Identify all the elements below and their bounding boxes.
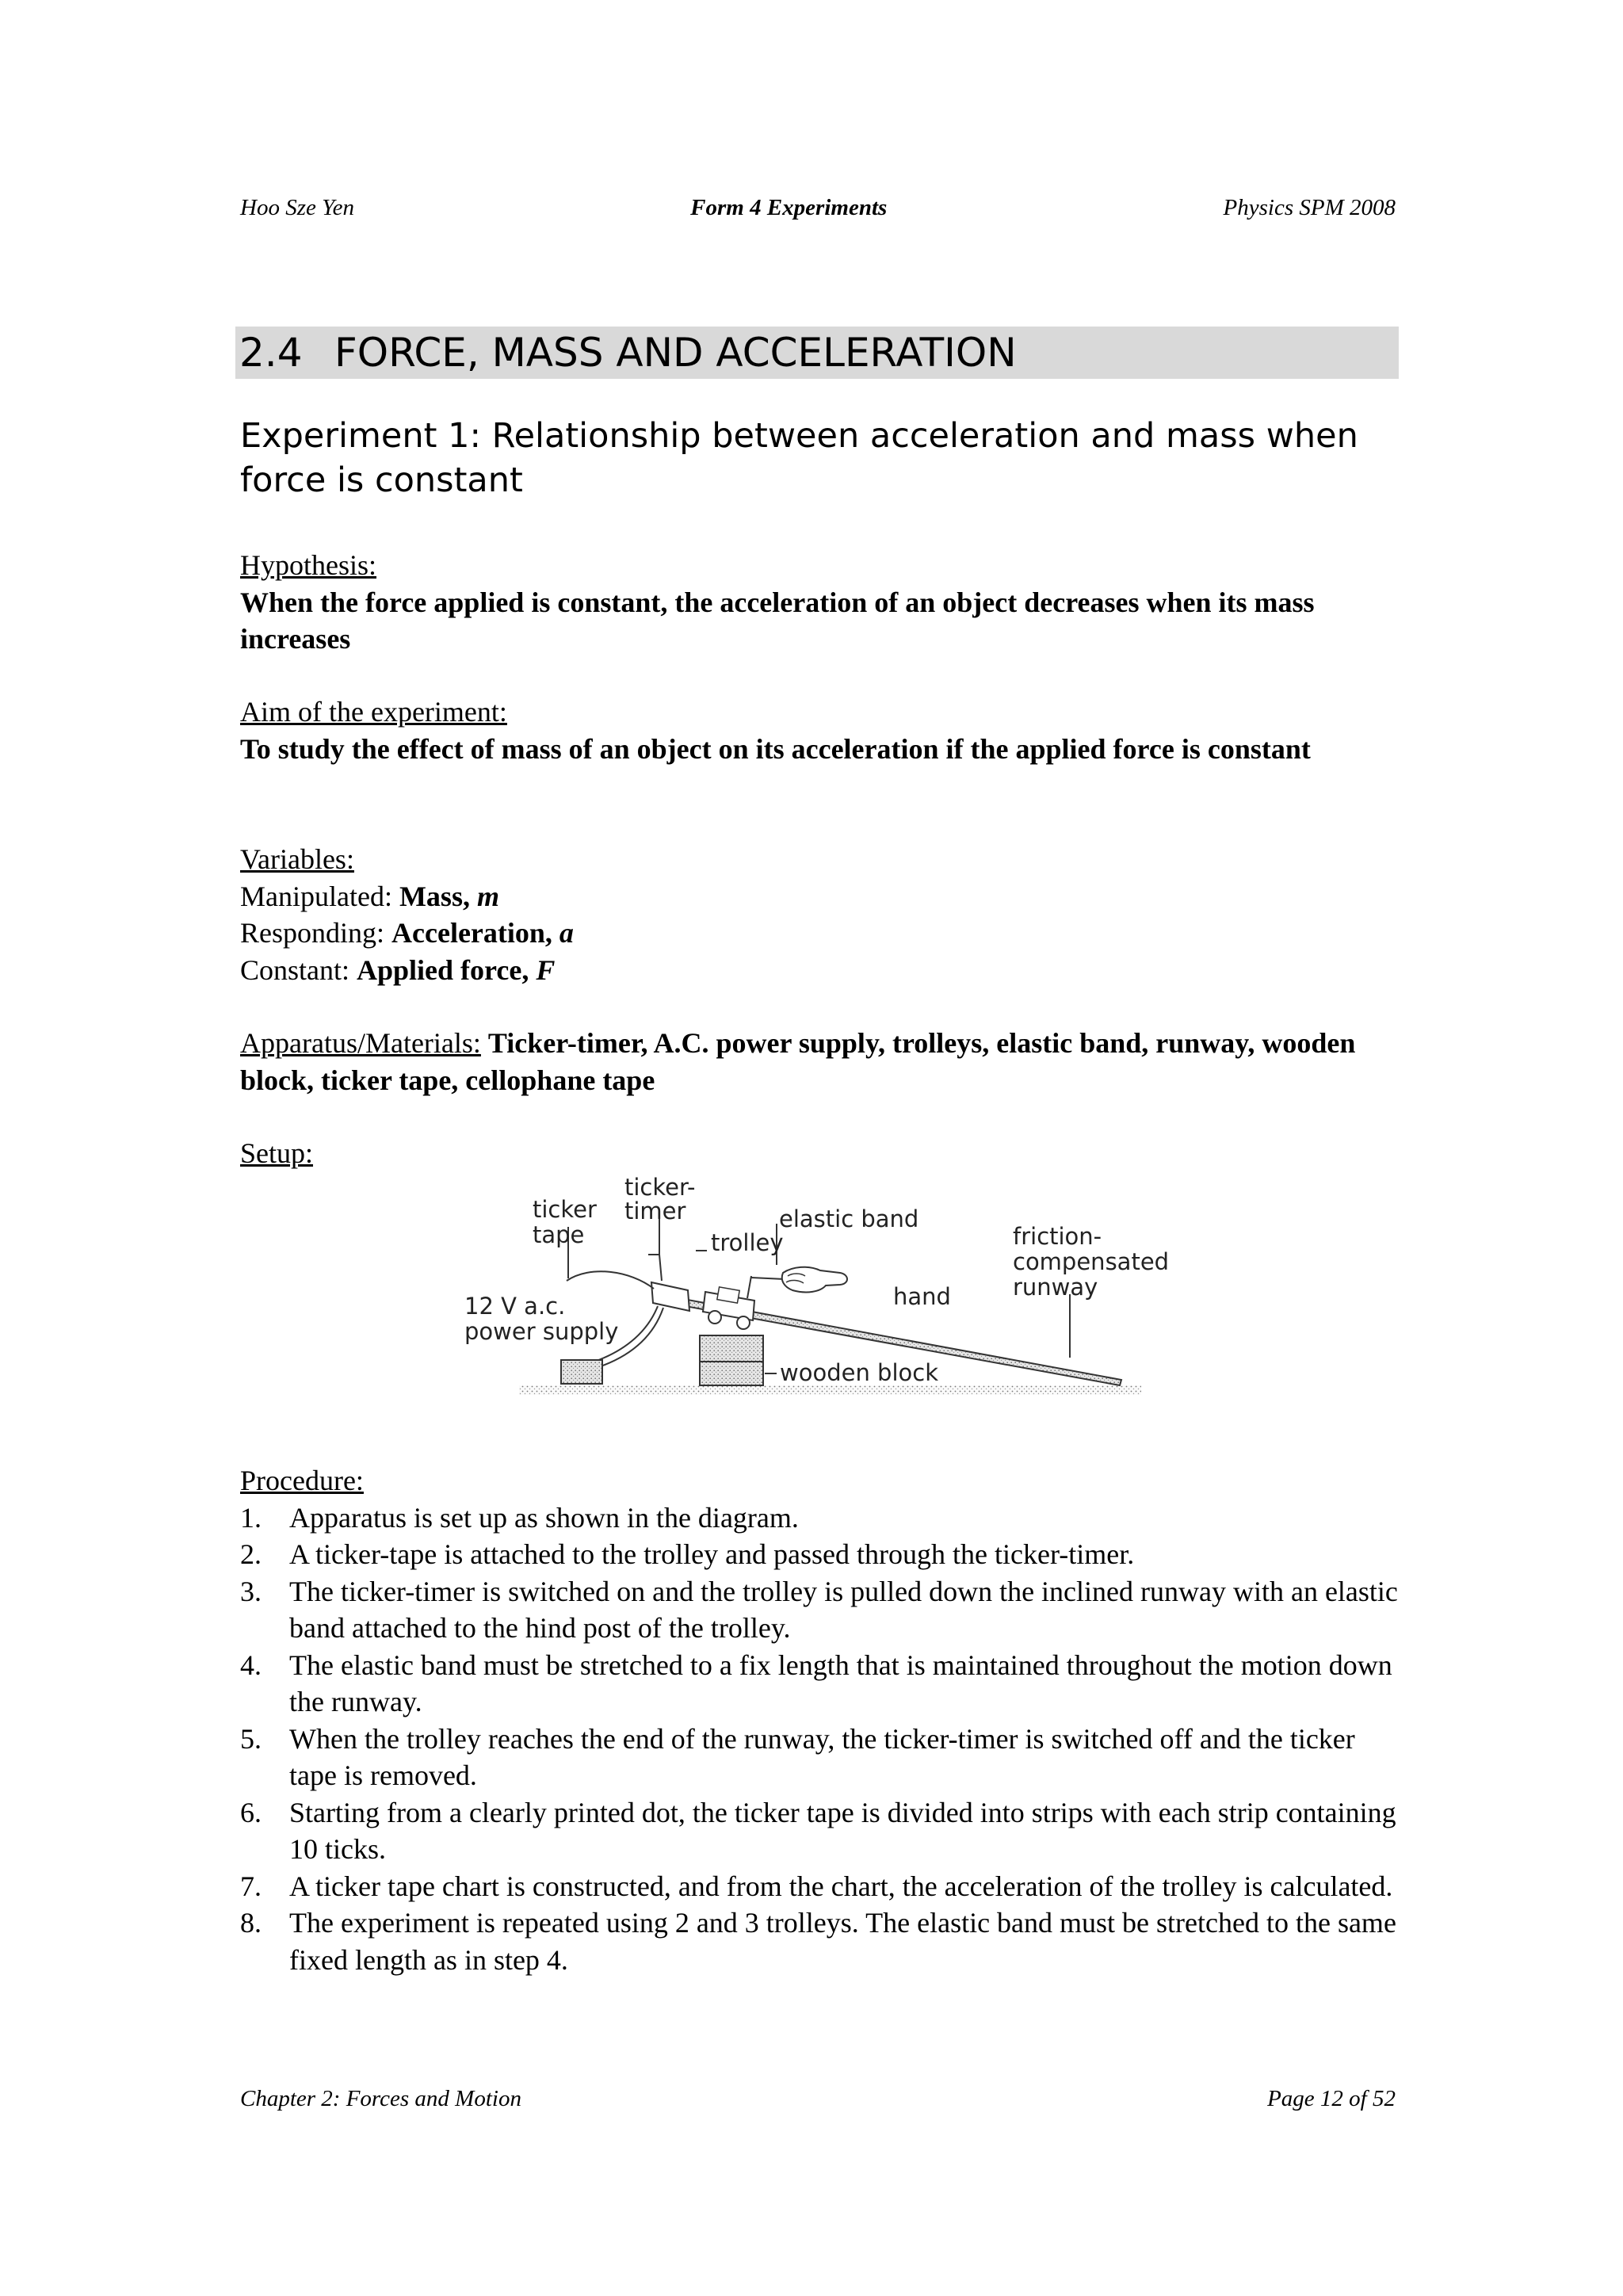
constant-label: Constant: [240, 953, 350, 986]
label-trolley: trolley [711, 1229, 784, 1256]
hand [782, 1267, 847, 1293]
section-number: 2.4 [239, 330, 303, 376]
setup-diagram [460, 1171, 1181, 1433]
list-item: 4. The elastic band must be stretched to a fix length that is maintained throughout the motion down the runway. [240, 1648, 1392, 1717]
label-ticker-tape-2: tape [533, 1221, 585, 1248]
power-supply-box [561, 1360, 602, 1384]
list-item: 8. The experiment is repeated using 2 and 3 trolleys. The elastic band must be stretched to the same fixed length as in step 4. [240, 1907, 1396, 1976]
list-item: 5. When the trolley reaches the end of the runway, the ticker-timer is switched off and the ticker tape is removed. [240, 1722, 1355, 1791]
header-author: Hoo Sze Yen [240, 195, 354, 220]
apparatus-label: Apparatus/Materials: [240, 1027, 481, 1059]
label-power-1: 12 V a.c. [464, 1293, 566, 1320]
setup-label: Setup: [240, 1137, 314, 1169]
constant-value: Applied force, [357, 953, 529, 986]
variables-label: Variables: [240, 843, 354, 875]
label-ticker-timer-2: timer [624, 1198, 686, 1224]
apparatus-block [240, 1025, 1399, 1098]
list-item: 6. Starting from a clearly printed dot, the ticker tape is divided into strips with each strip containing 10 ticks. [240, 1796, 1396, 1865]
section-heading [235, 327, 1399, 379]
list-item: 7. A ticker tape chart is constructed, and from the chart, the acceleration of the trolley is calculated. [240, 1870, 1393, 1902]
procedure-label: Procedure: [240, 1465, 364, 1496]
responding-symbol: a [559, 917, 574, 949]
variables-block [240, 841, 1399, 988]
label-wooden-block: wooden block [780, 1359, 938, 1386]
manipulated-value: Mass, [399, 880, 470, 912]
responding-label: Responding: [240, 917, 385, 949]
label-ticker-timer-1: ticker- [624, 1174, 696, 1201]
section-title: FORCE, MASS AND ACCELERATION [334, 330, 1017, 376]
running-footer [240, 2086, 1396, 2112]
manipulated-symbol: m [476, 880, 499, 912]
manipulated-label: Manipulated: [240, 880, 392, 912]
label-runway-2: compensated [1013, 1248, 1170, 1275]
wooden-block-bottom [700, 1362, 763, 1385]
label-elastic-band: elastic band [779, 1205, 919, 1232]
footer-page-number: Page 12 of 52 [1267, 2086, 1396, 2111]
hypothesis-text: When the force applied is constant, the acceleration of an object decreases when its mass increases [240, 586, 1315, 655]
procedure-list [240, 1499, 1399, 1979]
ticker-tape [567, 1271, 654, 1289]
label-power-2: power supply [464, 1318, 619, 1345]
list-item: 1. Apparatus is set up as shown in the diagram. [240, 1501, 799, 1534]
aim-label: Aim of the experiment: [240, 696, 507, 728]
running-header [240, 195, 1396, 221]
variable-constant [240, 952, 1399, 989]
list-item: 3. The ticker-timer is switched on and the trolley is pulled down the inclined runway with an elastic band attached to the hind post of the trolley. [240, 1575, 1398, 1644]
aim-text: To study the effect of mass of an object on its acceleration if the applied force is constant [240, 732, 1311, 765]
setup-block [240, 1135, 1399, 1172]
constant-symbol: F [536, 953, 556, 986]
hypothesis-label: Hypothesis: [240, 549, 377, 581]
ground-surface [519, 1385, 1141, 1395]
procedure-block [240, 1462, 1399, 1978]
apparatus-text: Ticker-timer, A.C. power supply, trolleys, elastic band, runway, wooden block, ticker tape, cellophane tape [240, 1027, 1356, 1096]
header-title: Form 4 Experiments [690, 195, 888, 220]
responding-value: Acceleration, [391, 917, 552, 949]
label-runway-1: friction- [1013, 1223, 1102, 1250]
label-hand: hand [893, 1283, 951, 1310]
variable-manipulated [240, 878, 1399, 915]
wooden-block-top [700, 1335, 763, 1362]
header-course: Physics SPM 2008 [1223, 195, 1396, 220]
aim-block [240, 693, 1399, 767]
hypothesis-block [240, 547, 1399, 658]
label-runway-3: runway [1013, 1274, 1098, 1301]
label-ticker-tape-1: ticker [533, 1196, 597, 1223]
footer-chapter: Chapter 2: Forces and Motion [240, 2086, 521, 2111]
variable-responding [240, 915, 1399, 952]
elastic-band-line [751, 1278, 785, 1279]
trolley [703, 1276, 754, 1329]
list-item: 2. A ticker-tape is attached to the trolley and passed through the ticker-timer. [240, 1538, 1135, 1570]
experiment-title: Experiment 1: Relationship between acceleration and mass when force is constant [240, 416, 1358, 500]
